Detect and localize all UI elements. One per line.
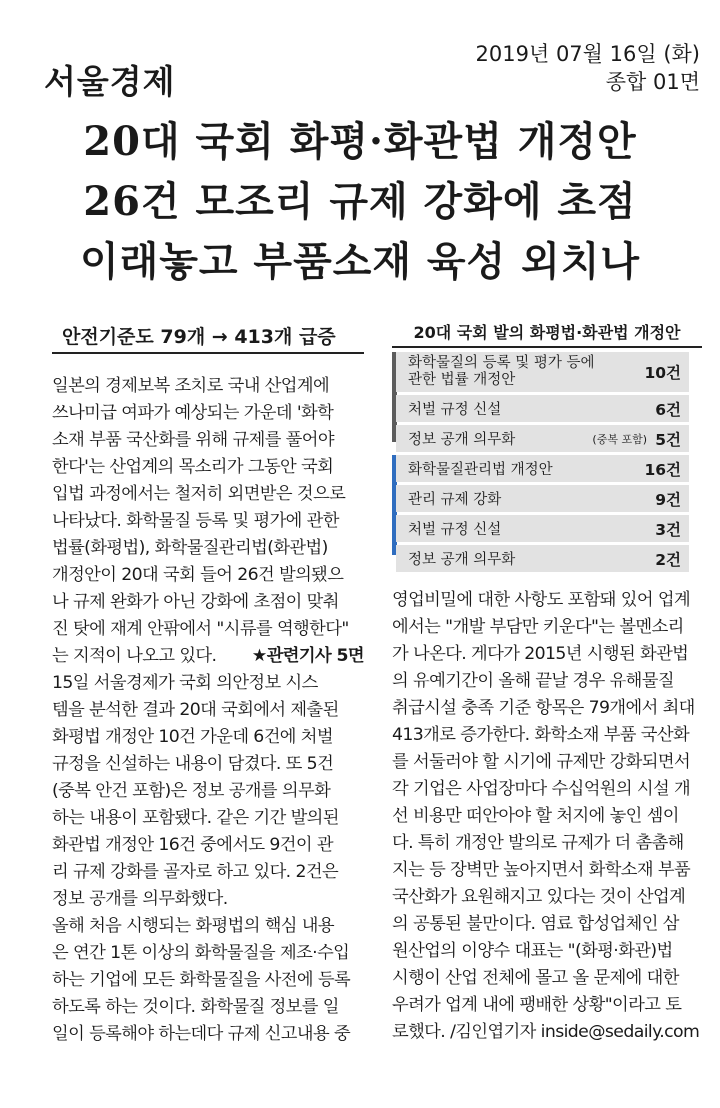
related-article-ref: ★관련기사 5면 bbox=[251, 646, 364, 666]
article-line: 원산업의 이양수 대표는 "(화평·화관)법 bbox=[392, 941, 673, 961]
article-line: 하도록 하는 것이다. 화학물질 정보를 일 bbox=[52, 997, 339, 1017]
article-line: 각 기업은 사업장마다 수십억원의 시설 개 bbox=[392, 779, 691, 799]
article-line: 로했다. /김인엽기자 inside@sedaily.com bbox=[392, 1022, 700, 1042]
table-row bbox=[396, 485, 689, 512]
article-line: 진 탓에 재계 안팎에서 "시류를 역행한다" bbox=[52, 619, 349, 639]
hwagwan-group bbox=[396, 455, 689, 575]
article-line: 일이 등록해야 하는데다 규제 신고내용 중 bbox=[52, 1024, 351, 1044]
row-count: 2건 bbox=[655, 550, 681, 569]
article-line: 15일 서울경제가 국회 의안정보 시스 bbox=[52, 673, 318, 693]
table-row bbox=[396, 515, 689, 542]
article-line: 한다'는 산업계의 목소리가 그동안 국회 bbox=[52, 457, 334, 477]
article-line: 취급시설 충족 기준 항목은 79개에서 최대 bbox=[392, 698, 695, 718]
article-line: 은 연간 1톤 이상의 화학물질을 제조·수입 bbox=[52, 943, 350, 963]
article-line: 규정을 신설하는 내용이 담겼다. 또 5건 bbox=[52, 754, 334, 774]
row-count: 10건 bbox=[644, 364, 681, 382]
page-section: 종합 01면 bbox=[605, 70, 700, 94]
article-line: 하는 내용이 포함됐다. 같은 기간 발의된 bbox=[52, 808, 339, 828]
table-row bbox=[396, 352, 689, 392]
article-line: 화관법 개정안 16건 중에서도 9건이 관 bbox=[52, 835, 333, 855]
article-line: 의 유예기간이 올해 끝날 경우 유해물질 bbox=[392, 671, 674, 691]
article-line: 정보 공개를 의무화했다. bbox=[52, 889, 228, 909]
article-line-text: 는 지적이 나오고 있다. bbox=[52, 646, 217, 666]
article-line: 쓰나미급 여파가 예상되는 가운데 '화학 bbox=[52, 403, 334, 423]
publication-info bbox=[476, 40, 700, 96]
row-count: 5건 bbox=[655, 430, 681, 449]
row-count: 3건 bbox=[655, 520, 681, 539]
row-label: 정보 공개 의무화 bbox=[408, 432, 516, 448]
article-line: 영업비밀에 대한 사항도 포함돼 있어 업계 bbox=[392, 590, 691, 610]
headline-line-1: 20대 국회 화평·화관법 개정안 bbox=[83, 118, 637, 165]
table-rule bbox=[392, 346, 702, 348]
table-row bbox=[396, 545, 689, 572]
article-line: 의 공통된 불만이다. 염료 합성업체인 삼 bbox=[392, 914, 679, 934]
row-label: 처벌 규정 신설 bbox=[408, 522, 502, 538]
table-row bbox=[396, 455, 689, 482]
row-label: 관리 규제 강화 bbox=[408, 492, 502, 508]
article-line: 올해 처음 시행되는 화평법의 핵심 내용 bbox=[52, 916, 334, 936]
article-line: 를 서둘러야 할 시기에 규제만 강화되면서 bbox=[392, 752, 691, 772]
article-line: 시행이 산업 전체에 몰고 올 문제에 대한 bbox=[392, 968, 679, 988]
article-body-left bbox=[52, 373, 364, 1048]
row-label: 화학물질의 등록 및 평가 등에 관한 법률 개정안 bbox=[408, 355, 595, 388]
article-line: 지는 등 장벽만 높아지면서 화학소재 부품 bbox=[392, 860, 691, 880]
row-count: 6건 bbox=[655, 400, 681, 419]
article-line: (중복 안건 포함)은 정보 공개를 의무화 bbox=[52, 781, 331, 801]
article-body-right bbox=[392, 587, 702, 1046]
table-row bbox=[396, 425, 689, 452]
row-count: 16건 bbox=[644, 460, 681, 479]
article-line: 국산화가 요원해지고 있다는 것이 산업계 bbox=[392, 887, 686, 907]
subheadline: 안전기준도 79개 → 413개 급증 bbox=[62, 326, 336, 348]
article-line: 413개로 증가한다. 화학소재 부품 국산화 bbox=[392, 725, 690, 745]
article-line: 우려가 업계 내에 팽배한 상황"이라고 토 bbox=[392, 995, 682, 1015]
article-line: 선 비용만 떠안아야 할 처지에 놓인 셈이 bbox=[392, 806, 679, 826]
headline-line-3: 이래놓고 부품소재 육성 외치나 bbox=[79, 238, 641, 285]
article-line bbox=[52, 643, 364, 670]
table-row bbox=[396, 395, 689, 422]
table-title: 20대 국회 발의 화평법·화관법 개정안 bbox=[413, 323, 681, 342]
article-line: 화평법 개정안 10건 가운데 6건에 처벌 bbox=[52, 727, 333, 747]
article-line: 리 규제 강화를 골자로 하고 있다. 2건은 bbox=[52, 862, 339, 882]
article-line: 입법 과정에서는 철저히 외면받은 것으로 bbox=[52, 484, 346, 504]
article-line: 하는 기업에 모든 화학물질을 사전에 등록 bbox=[52, 970, 351, 990]
article-line: 일본의 경제보복 조치로 국내 산업계에 bbox=[52, 376, 330, 396]
row-label: 처벌 규정 신설 bbox=[408, 402, 502, 418]
headline-line-2: 26건 모조리 규제 강화에 초점 bbox=[83, 178, 637, 225]
article-line: 소재 부품 국산화를 위해 규제를 풀어야 bbox=[52, 430, 334, 450]
row-label: 화학물질관리법 개정안 bbox=[408, 462, 553, 478]
article-line: 템을 분석한 결과 20대 국회에서 제출된 bbox=[52, 700, 339, 720]
article-line: 법률(화평법), 화학물질관리법(화관법) bbox=[52, 538, 328, 558]
article-line: 나 규제 완화가 아닌 강화에 초점이 맞춰 bbox=[52, 592, 339, 612]
publication-date: 2019년 07월 16일 (화) bbox=[475, 42, 700, 66]
newspaper-logo: 서울경제 bbox=[44, 62, 176, 101]
row-label: 정보 공개 의무화 bbox=[408, 552, 516, 568]
article-line: 에서는 "개발 부담만 키운다"는 볼멘소리 bbox=[392, 617, 684, 637]
article-line: 다. 특히 개정안 발의로 규제가 더 촘촘해 bbox=[392, 833, 684, 853]
row-count: 9건 bbox=[655, 490, 681, 509]
hwapyeong-group bbox=[396, 352, 689, 455]
row-note: (중복 포함) bbox=[592, 432, 647, 446]
subhead-rule bbox=[52, 352, 364, 354]
article-line: 개정안이 20대 국회 들어 26건 발의됐으 bbox=[52, 565, 344, 585]
article-line: 나타났다. 화학물질 등록 및 평가에 관한 bbox=[52, 511, 339, 531]
article-line: 가 나온다. 게다가 2015년 시행된 화관법 bbox=[392, 644, 689, 664]
